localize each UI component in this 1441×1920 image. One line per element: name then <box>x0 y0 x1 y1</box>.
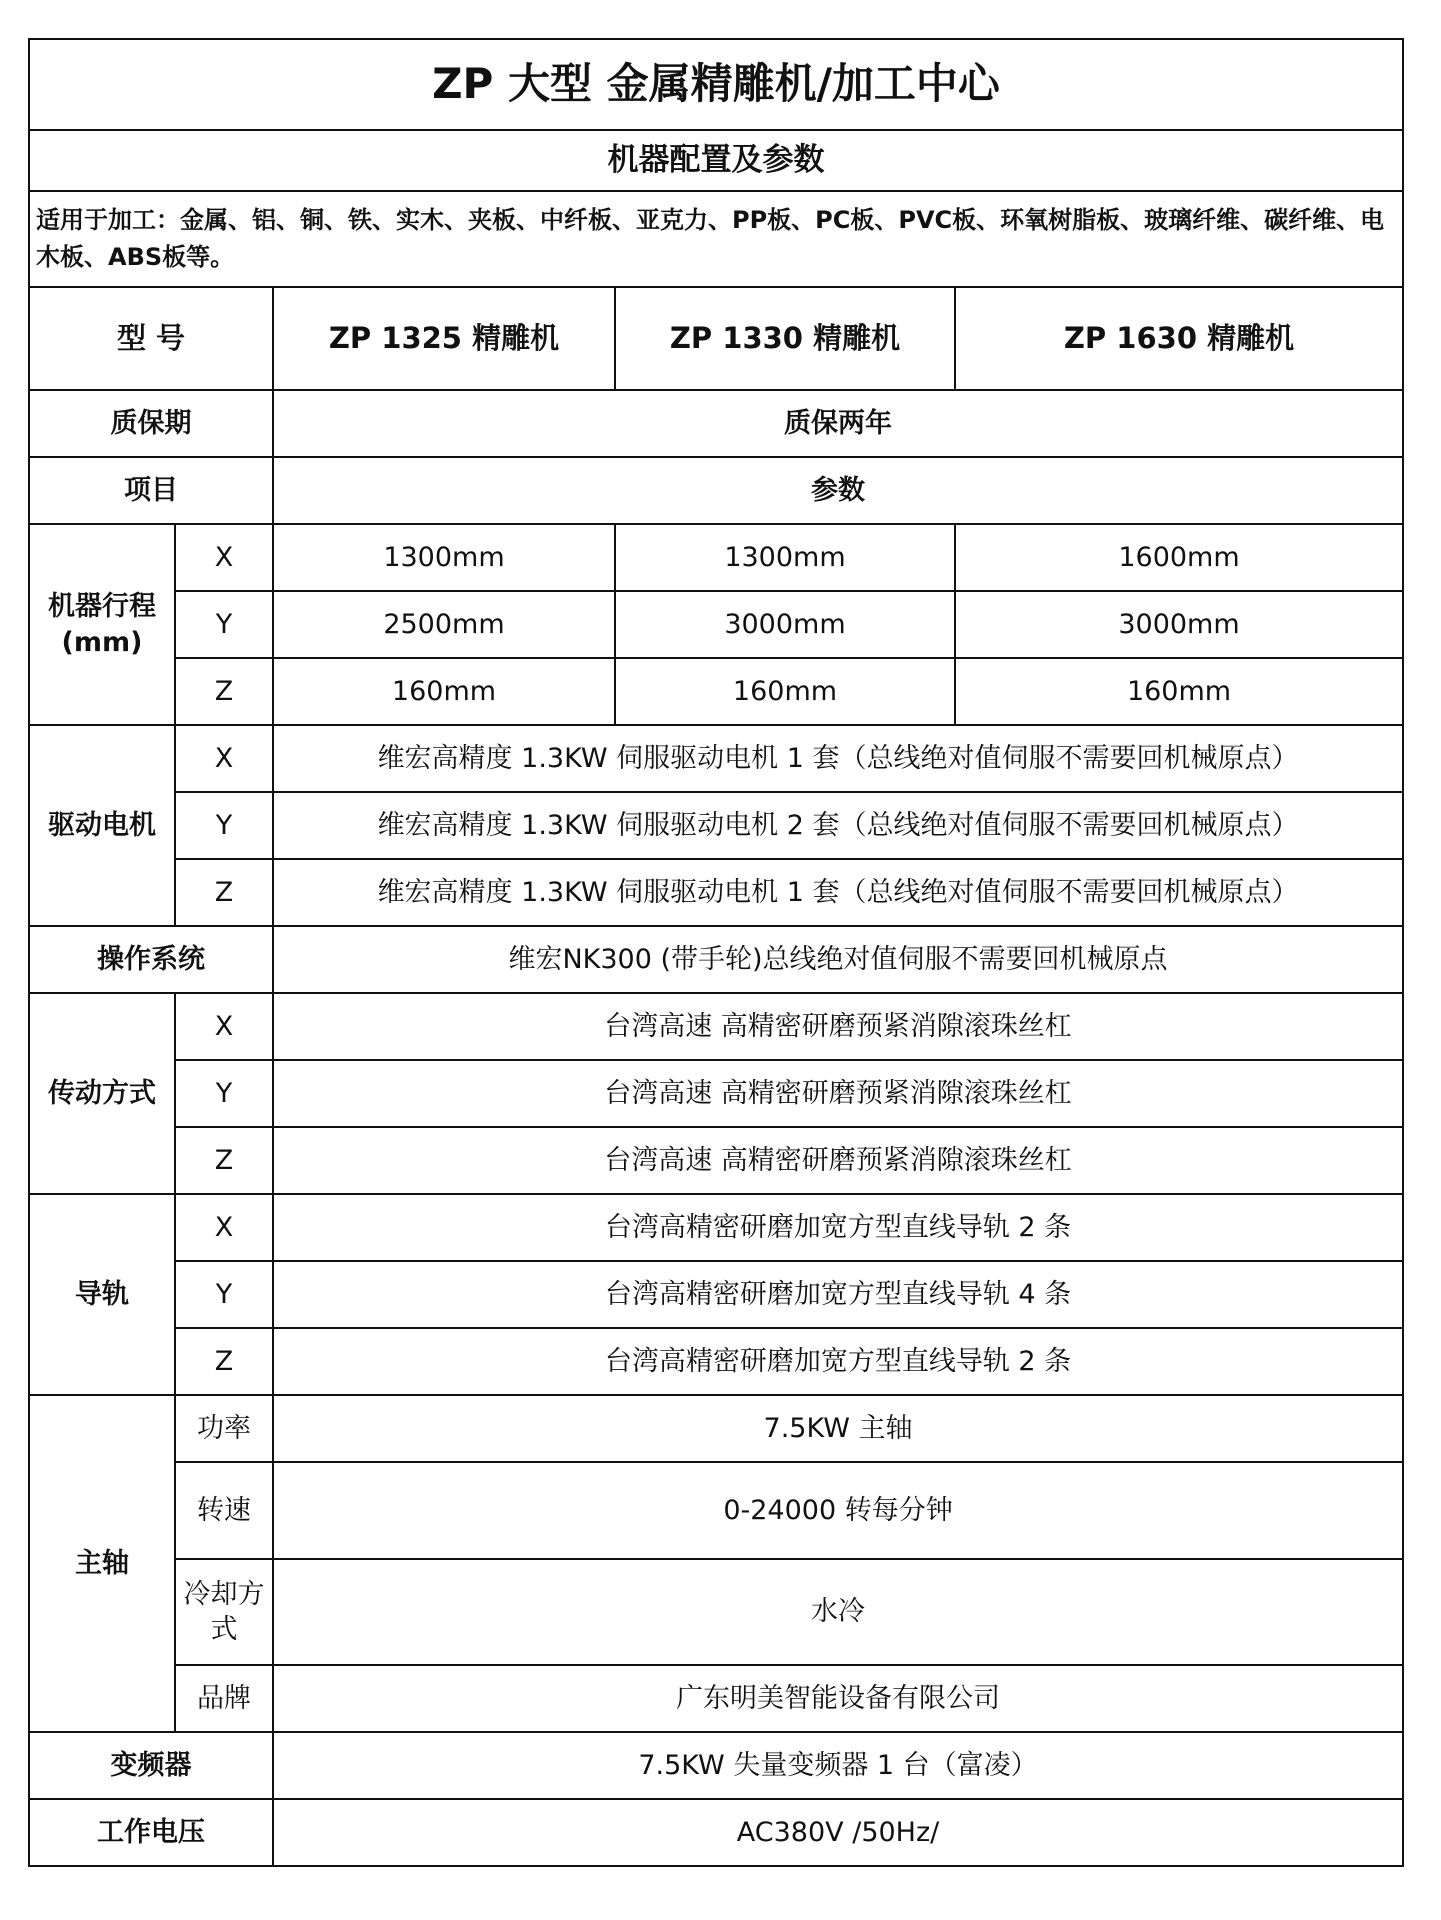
axis-label: Y <box>175 591 273 658</box>
transmission-row-x <box>29 993 1403 1060</box>
inverter-label: 变频器 <box>29 1732 273 1799</box>
spindle-param-value: 7.5KW 主轴 <box>273 1395 1403 1462</box>
item-label: 项目 <box>29 457 273 524</box>
rail-row-x <box>29 1194 1403 1261</box>
spindle-row-brand <box>29 1665 1403 1732</box>
axis-label: Z <box>175 1127 273 1194</box>
subtitle-row <box>29 130 1403 191</box>
motor-value: 维宏高精度 1.3KW 伺服驱动电机 1 套（总线绝对值伺服不需要回机械原点） <box>273 725 1403 792</box>
item-header-row <box>29 457 1403 524</box>
axis-label: Z <box>175 1328 273 1395</box>
travel-value: 1300mm <box>273 524 615 591</box>
model-1325: ZP 1325 精雕机 <box>273 287 615 390</box>
travel-value: 160mm <box>615 658 955 725</box>
section-title: 机器配置及参数 <box>29 130 1403 191</box>
transmission-value: 台湾高速 高精密研磨预紧消隙滚珠丝杠 <box>273 1060 1403 1127</box>
travel-value: 3000mm <box>615 591 955 658</box>
spindle-label: 主轴 <box>29 1395 175 1732</box>
motor-value: 维宏高精度 1.3KW 伺服驱动电机 1 套（总线绝对值伺服不需要回机械原点） <box>273 859 1403 926</box>
voltage-row <box>29 1799 1403 1866</box>
spindle-param-value: 广东明美智能设备有限公司 <box>273 1665 1403 1732</box>
model-1330: ZP 1330 精雕机 <box>615 287 955 390</box>
axis-label: X <box>175 993 273 1060</box>
rail-row-z <box>29 1328 1403 1395</box>
transmission-value: 台湾高速 高精密研磨预紧消隙滚珠丝杠 <box>273 993 1403 1060</box>
spindle-param-name: 冷却方式 <box>175 1559 273 1665</box>
axis-label: Z <box>175 658 273 725</box>
travel-row-z <box>29 658 1403 725</box>
param-label: 参数 <box>273 457 1403 524</box>
travel-value: 160mm <box>273 658 615 725</box>
spindle-param-name: 功率 <box>175 1395 273 1462</box>
motor-row-x <box>29 725 1403 792</box>
rail-value: 台湾高精密研磨加宽方型直线导轨 2 条 <box>273 1328 1403 1395</box>
model-1630: ZP 1630 精雕机 <box>955 287 1403 390</box>
os-row <box>29 926 1403 993</box>
spindle-param-name: 转速 <box>175 1462 273 1559</box>
model-label: 型 号 <box>29 287 273 390</box>
spindle-row-cooling <box>29 1559 1403 1665</box>
spindle-param-name: 品牌 <box>175 1665 273 1732</box>
spindle-row-speed <box>29 1462 1403 1559</box>
title-row <box>29 39 1403 130</box>
spindle-row-power <box>29 1395 1403 1462</box>
rail-value: 台湾高精密研磨加宽方型直线导轨 2 条 <box>273 1194 1403 1261</box>
applicable-materials: 适用于加工：金属、铝、铜、铁、实木、夹板、中纤板、亚克力、PP板、PC板、PVC板、环氧树脂板、玻璃纤维、碳纤维、电木板、ABS板等。 <box>29 191 1403 287</box>
motor-value: 维宏高精度 1.3KW 伺服驱动电机 2 套（总线绝对值伺服不需要回机械原点） <box>273 792 1403 859</box>
travel-value: 1600mm <box>955 524 1403 591</box>
travel-value: 2500mm <box>273 591 615 658</box>
axis-label: X <box>175 725 273 792</box>
travel-value: 3000mm <box>955 591 1403 658</box>
travel-label: 机器行程(mm) <box>29 524 175 725</box>
travel-row-y <box>29 591 1403 658</box>
motor-row-z <box>29 859 1403 926</box>
axis-label: X <box>175 1194 273 1261</box>
inverter-row <box>29 1732 1403 1799</box>
os-value: 维宏NK300 (带手轮)总线绝对值伺服不需要回机械原点 <box>273 926 1403 993</box>
warranty-row <box>29 390 1403 457</box>
travel-value: 1300mm <box>615 524 955 591</box>
inverter-value: 7.5KW 失量变频器 1 台（富凌） <box>273 1732 1403 1799</box>
transmission-row-y <box>29 1060 1403 1127</box>
travel-row-x <box>29 524 1403 591</box>
travel-value: 160mm <box>955 658 1403 725</box>
axis-label: Y <box>175 1261 273 1328</box>
warranty-value: 质保两年 <box>273 390 1403 457</box>
model-row <box>29 287 1403 390</box>
voltage-value: AC380V /50Hz/ <box>273 1799 1403 1866</box>
applicable-row <box>29 191 1403 287</box>
transmission-value: 台湾高速 高精密研磨预紧消隙滚珠丝杠 <box>273 1127 1403 1194</box>
warranty-label: 质保期 <box>29 390 273 457</box>
motor-label: 驱动电机 <box>29 725 175 926</box>
rail-value: 台湾高精密研磨加宽方型直线导轨 4 条 <box>273 1261 1403 1328</box>
transmission-row-z <box>29 1127 1403 1194</box>
spindle-param-value: 0-24000 转每分钟 <box>273 1462 1403 1559</box>
spec-table <box>28 38 1404 1867</box>
rail-row-y <box>29 1261 1403 1328</box>
axis-label: Y <box>175 1060 273 1127</box>
axis-label: Y <box>175 792 273 859</box>
rail-label: 导轨 <box>29 1194 175 1395</box>
axis-label: X <box>175 524 273 591</box>
page-title: ZP 大型 金属精雕机/加工中心 <box>29 39 1403 130</box>
spindle-param-value: 水冷 <box>273 1559 1403 1665</box>
axis-label: Z <box>175 859 273 926</box>
voltage-label: 工作电压 <box>29 1799 273 1866</box>
transmission-label: 传动方式 <box>29 993 175 1194</box>
motor-row-y <box>29 792 1403 859</box>
os-label: 操作系统 <box>29 926 273 993</box>
